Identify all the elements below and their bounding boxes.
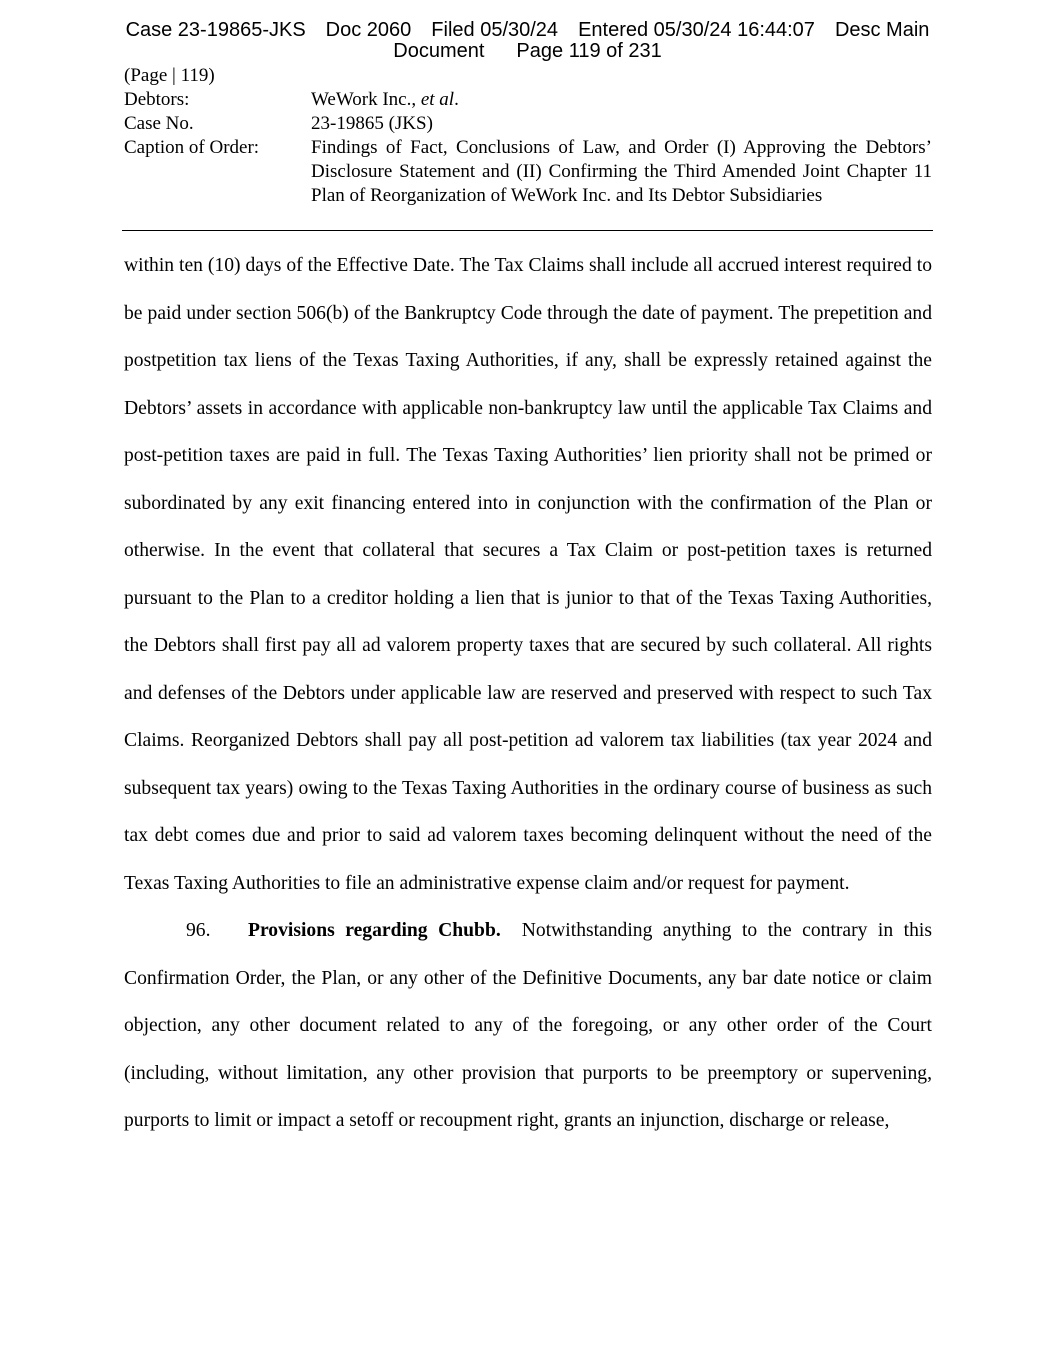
case-number: Case 23-19865-JKS: [125, 19, 306, 41]
entered-date: Entered 05/30/24 16:44:07: [578, 19, 815, 41]
debtors-label: Debtors:: [124, 89, 190, 110]
filing-header-line-2: [0, 41, 1055, 62]
paragraph-96: [124, 907, 932, 1145]
debtors-suffix: .: [454, 89, 459, 110]
debtors-name: WeWork Inc.,: [311, 89, 421, 110]
paragraph-96-text: Notwithstanding anything to the contrary in this Confirmation Order, the Plan, or any other of the Definitive Documents, any bar date notice or claim objection, any other document related to any of the foregoing, or any other order of the Court (including, without limitation, any other provision that purports to be preemptory or supervening, purports to limit or impact a setoff or recoupment right, grants an injunction, discharge or release,: [124, 920, 932, 1131]
filing-header-line-1: [0, 20, 1055, 41]
case-label: Case No.: [124, 113, 194, 134]
debtors-row: [124, 88, 932, 112]
doc-number: Doc 2060: [325, 19, 412, 41]
caption-divider: [122, 230, 933, 231]
case-value: 23-19865 (JKS): [311, 113, 433, 134]
filed-date: Filed 05/30/24: [431, 19, 559, 41]
caption-block: [124, 64, 932, 208]
debtors-et-al: et al: [420, 89, 455, 110]
paragraph-number: 96.: [186, 920, 211, 941]
page-count: Page 119 of 231: [516, 40, 662, 62]
order-caption-row: [124, 136, 932, 208]
order-caption-label: Caption of Order:: [124, 137, 260, 158]
page-reference: (Page | 119): [124, 65, 215, 86]
desc-main: Desc Main: [834, 19, 930, 41]
document-label: Document: [393, 40, 485, 62]
order-caption-value: Findings of Fact, Conclusions of Law, and Order (I) Approving the Debtors’ Disclosure Statement and (II) Confirming the Third Amended Joint Chapter 11 Plan of Reorganization of WeWork Inc. and Its Debtor Subsidiaries: [311, 137, 932, 206]
case-number-row: [124, 112, 932, 136]
page-reference-row: [124, 64, 932, 88]
debtors-value: [311, 88, 932, 112]
filing-header: [0, 20, 1055, 62]
paragraph-continued: within ten (10) days of the Effective Date. The Tax Claims shall include all accrued interest required to be paid under section 506(b) of the Bankruptcy Code through the date of payment. The prepetition and postpetition tax liens of the Texas Taxing Authorities, if any, shall be expressly retained against the Debtors’ assets in accordance with applicable non-bankruptcy law until the applicable Tax Claims and post-petition taxes are paid in full. The Texas Taxing Authorities’ lien priority shall not be primed or subordinated by any exit financing entered into in conjunction with the confirmation of the Plan or otherwise. In the event that collateral that secures a Tax Claim or post-petition taxes is returned pursuant to the Plan to a creditor holding a lien that is junior to that of the Texas Taxing Authorities, the Debtors shall first pay all ad valorem property taxes that are secured by such collateral. All rights and defenses of the Debtors under applicable law are reserved and preserved with respect to such Tax Claims. Reorganized Debtors shall pay all post-petition ad valorem tax liabilities (tax year 2024 and subsequent tax years) owing to the Texas Taxing Authorities in the ordinary course of business as such tax debt comes due and prior to said ad valorem taxes becoming delinquent without the need of the Texas Taxing Authorities to file an administrative expense claim and/or request for payment.: [124, 255, 932, 894]
paragraph-heading: Provisions regarding Chubb.: [248, 920, 501, 941]
body-text: [124, 242, 932, 1145]
